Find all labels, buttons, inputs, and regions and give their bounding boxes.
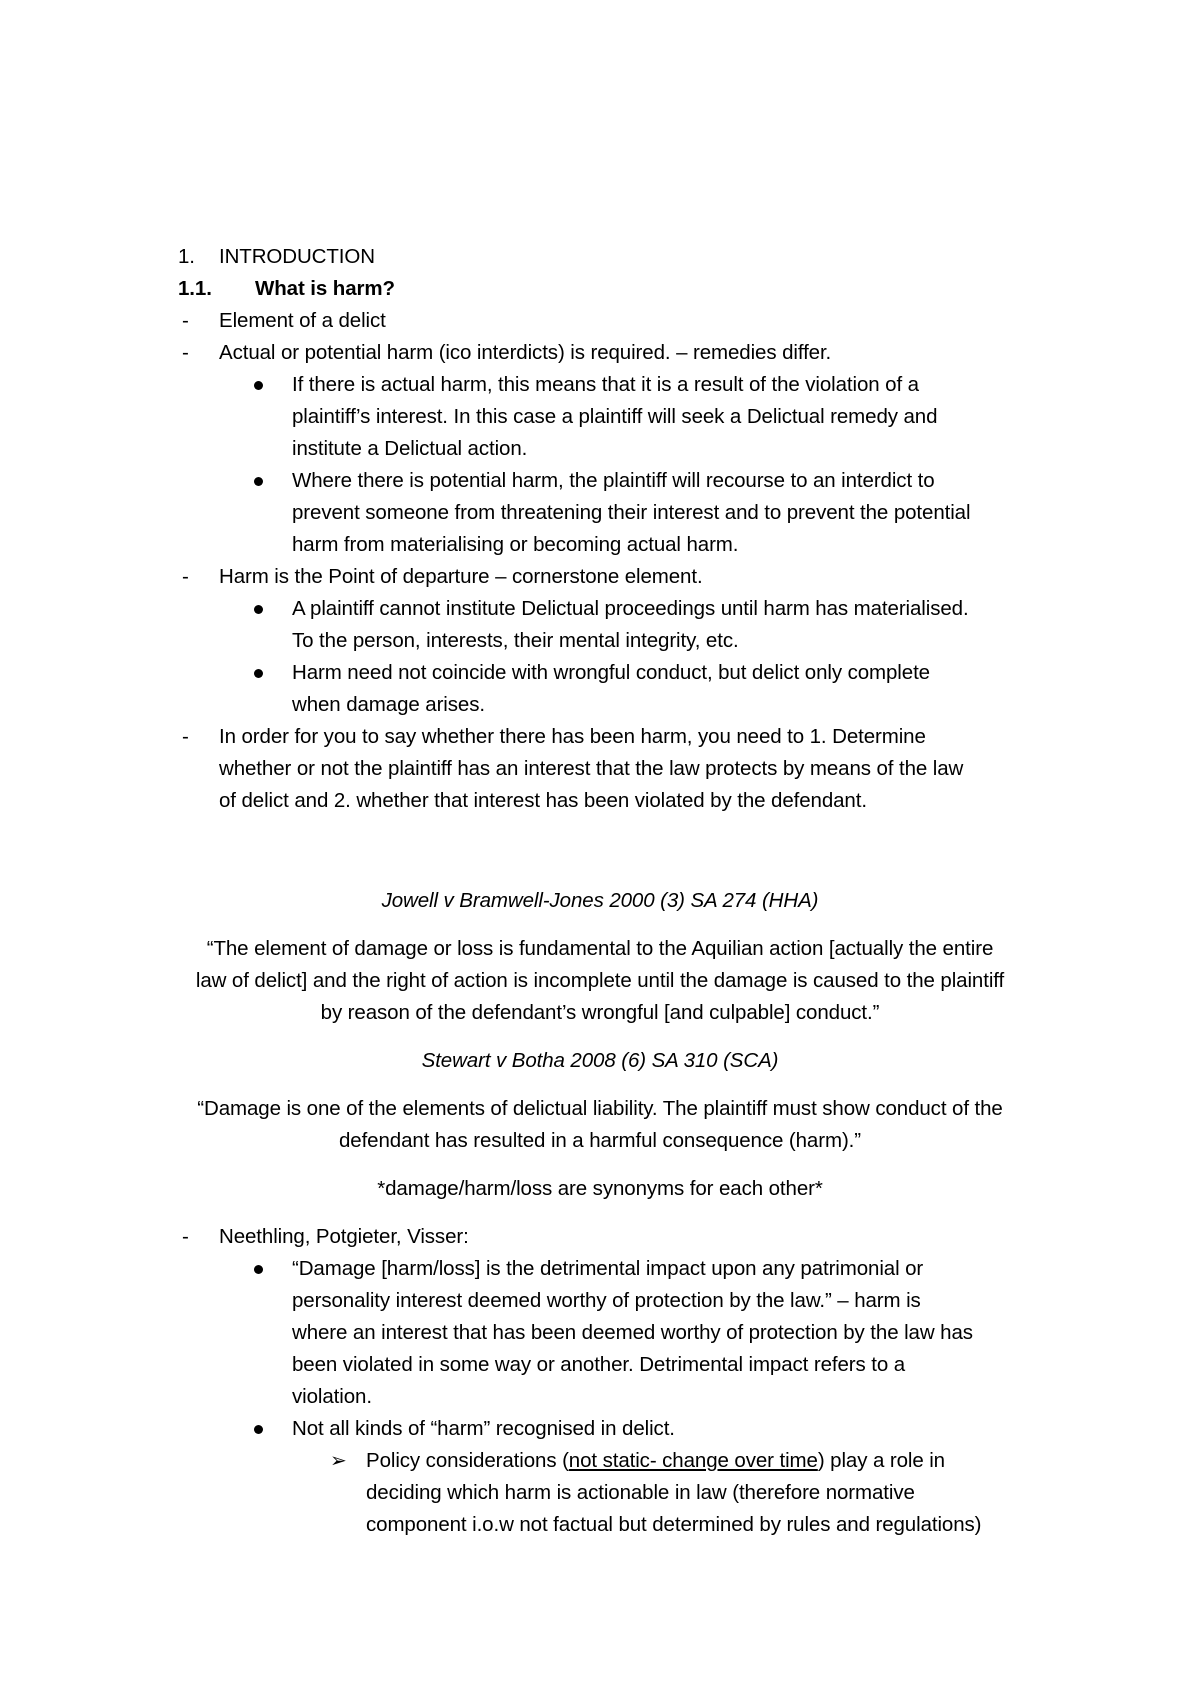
- list-item-line: A plaintiff cannot institute Delictual proceedings until harm has materialised.: [292, 597, 969, 620]
- list-item-line: institute a Delictual action.: [292, 437, 528, 460]
- list-item-line: harm from materialising or becoming actual harm.: [292, 533, 739, 556]
- list-item-line: where an interest that has been deemed worthy of protection by the law has: [292, 1321, 973, 1344]
- list-item-line: of delict and 2. whether that interest has been violated by the defendant.: [219, 789, 867, 812]
- list-item-line: To the person, interests, their mental integrity, etc.: [292, 629, 739, 652]
- synonyms-note: *damage/harm/loss are synonyms for each other*: [377, 1177, 823, 1200]
- list-item-line: Where there is potential harm, the plaintiff will recourse to an interdict to: [292, 469, 935, 492]
- case-quote-line: defendant has resulted in a harmful consequence (harm).”: [338, 1129, 861, 1152]
- policy-text-post: ) play a role in: [817, 1449, 945, 1472]
- bullet-icon: [254, 1425, 263, 1434]
- dash-marker: -: [182, 565, 189, 588]
- arrow-bullet-icon: ➢: [330, 1450, 347, 1472]
- list-item-line: violation.: [292, 1385, 372, 1408]
- heading-title: INTRODUCTION: [219, 245, 375, 268]
- list-item: Actual or potential harm (ico interdicts) is required. – remedies differ.: [219, 341, 832, 364]
- list-item-line: plaintiff’s interest. In this case a plaintiff will seek a Delictual remedy and: [292, 405, 938, 428]
- list-item-line: If there is actual harm, this means that it is a result of the violation of a: [292, 373, 919, 396]
- case-citation: Stewart v Botha 2008 (6) SA 310 (SCA): [421, 1049, 779, 1072]
- list-item-line: [366, 1445, 945, 1477]
- list-item-line: been violated in some way or another. Detrimental impact refers to a: [292, 1353, 906, 1376]
- case-quote-line: “The element of damage or loss is fundamental to the Aquilian action [actually the entire: [206, 937, 994, 960]
- bullet-icon: [254, 669, 263, 678]
- case-quote-line: law of delict] and the right of action is incomplete until the damage is caused to the plaintiff: [195, 969, 1005, 992]
- bullet-icon: [254, 381, 263, 390]
- list-item-line: In order for you to say whether there has been harm, you need to 1. Determine: [219, 725, 926, 748]
- case-quote-line: by reason of the defendant’s wrongful [and culpable] conduct.”: [320, 1001, 880, 1024]
- list-item: Element of a delict: [219, 309, 386, 332]
- bullet-icon: [254, 1265, 263, 1274]
- subheading-number: 1.1.: [178, 277, 212, 300]
- dash-marker: -: [182, 341, 189, 364]
- bullet-icon: [254, 605, 263, 614]
- case-citation: Jowell v Bramwell-Jones 2000 (3) SA 274 (HHA): [381, 889, 819, 912]
- dash-marker: -: [182, 1225, 189, 1248]
- subheading-title: What is harm?: [255, 277, 395, 300]
- heading-number: 1.: [178, 245, 195, 268]
- list-item-line: whether or not the plaintiff has an interest that the law protects by means of the law: [219, 757, 964, 780]
- list-item-line: “Damage [harm/loss] is the detrimental impact upon any patrimonial or: [292, 1257, 924, 1280]
- policy-text-underlined: not static- change over time: [568, 1449, 818, 1472]
- policy-text-pre: Policy considerations (: [366, 1449, 569, 1472]
- dash-marker: -: [182, 725, 189, 748]
- list-item: Harm is the Point of departure – cornerstone element.: [219, 565, 703, 588]
- case-quote-line: “Damage is one of the elements of delictual liability. The plaintiff must show conduct of the: [197, 1097, 1003, 1120]
- list-item-line: when damage arises.: [292, 693, 485, 716]
- list-item-line: deciding which harm is actionable in law (therefore normative: [366, 1481, 915, 1504]
- list-item: Not all kinds of “harm” recognised in delict.: [292, 1417, 675, 1440]
- list-item-line: component i.o.w not factual but determined by rules and regulations): [366, 1513, 982, 1536]
- dash-marker: -: [182, 309, 189, 332]
- list-item-line: prevent someone from threatening their interest and to prevent the potential: [292, 501, 971, 524]
- list-item: Neethling, Potgieter, Visser:: [219, 1225, 469, 1248]
- list-item-line: personality interest deemed worthy of protection by the law.” – harm is: [292, 1289, 921, 1312]
- bullet-icon: [254, 477, 263, 486]
- list-item-line: Harm need not coincide with wrongful conduct, but delict only complete: [292, 661, 930, 684]
